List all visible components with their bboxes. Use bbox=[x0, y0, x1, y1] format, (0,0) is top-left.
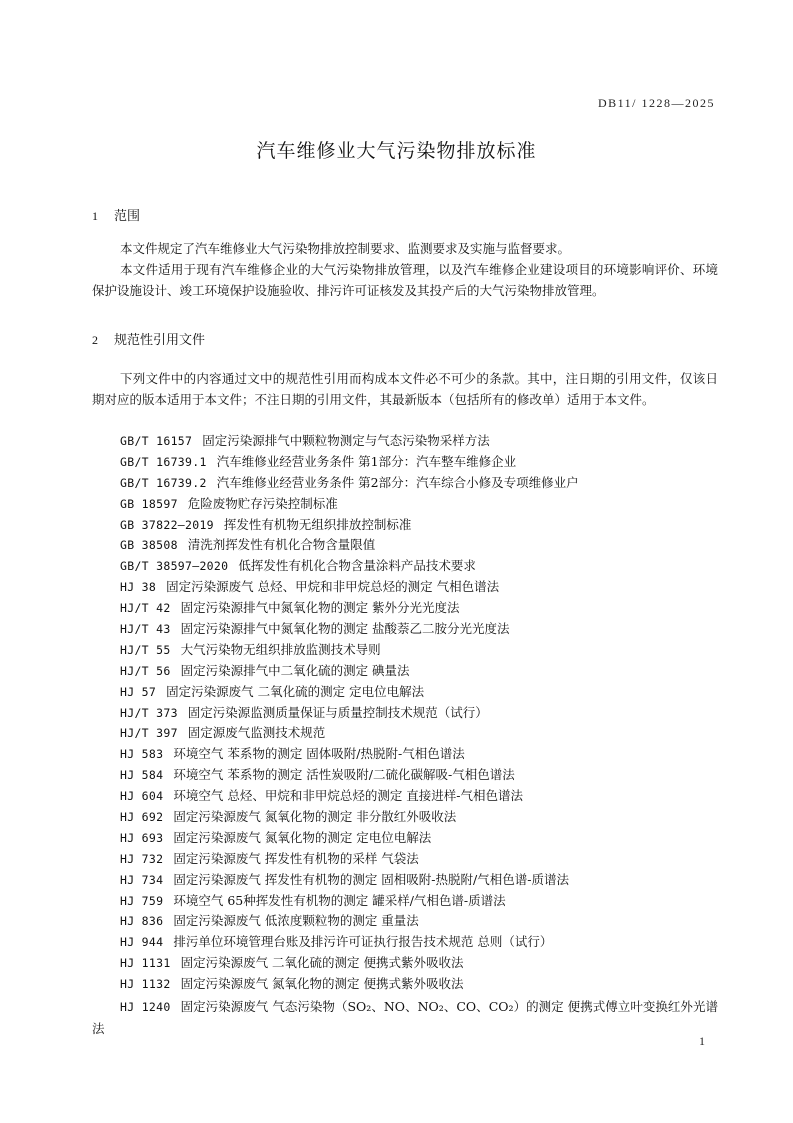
reference-code: HJ/T 56 bbox=[120, 663, 171, 678]
reference-name: 环境空气 总烃、甲烷和非甲烷总烃的测定 直接进样-气相色谱法 bbox=[173, 788, 524, 804]
reference-code: GB/T 16739.1 bbox=[120, 454, 207, 469]
reference-item bbox=[120, 535, 720, 556]
reference-code: HJ 1132 bbox=[120, 977, 171, 992]
reference-code: HJ 1131 bbox=[120, 956, 171, 971]
reference-code: HJ 836 bbox=[120, 914, 164, 929]
section-heading-scope bbox=[92, 205, 140, 224]
reference-name: 固定污染源废气 氮氧化物的测定 定电位电解法 bbox=[173, 829, 432, 845]
reference-item bbox=[120, 974, 720, 995]
reference-item bbox=[120, 577, 720, 598]
reference-code: HJ 584 bbox=[120, 768, 164, 783]
reference-item bbox=[120, 765, 720, 786]
reference-name: 环境空气 65种挥发性有机物的测定 罐采样/气相色谱-质谱法 bbox=[173, 892, 506, 908]
reference-item bbox=[120, 828, 720, 849]
reference-item bbox=[120, 932, 720, 953]
reference-item bbox=[120, 953, 720, 974]
reference-item bbox=[120, 494, 720, 515]
reference-code: GB 37822—2019 bbox=[120, 517, 214, 532]
reference-name: 环境空气 苯系物的测定 固体吸附/热脱附-气相色谱法 bbox=[173, 746, 465, 762]
section-number: 2 bbox=[92, 333, 98, 347]
reference-item bbox=[120, 619, 720, 640]
reference-code: HJ 38 bbox=[120, 580, 157, 595]
reference-item bbox=[120, 682, 720, 703]
reference-code: HJ 759 bbox=[120, 893, 164, 908]
reference-code: HJ/T 373 bbox=[120, 705, 178, 720]
reference-item-wrapped bbox=[92, 996, 718, 1039]
reference-name: 固定污染源废气 氮氧化物的测定 便携式紫外吸收法 bbox=[180, 976, 464, 992]
reference-item bbox=[120, 598, 720, 619]
reference-item bbox=[120, 431, 720, 452]
reference-code: HJ/T 42 bbox=[120, 601, 171, 616]
reference-name: 清洗剂挥发性有机化合物含量限值 bbox=[187, 537, 376, 553]
paragraph: 本文件适用于现有汽车维修企业的大气污染物排放管理，以及汽车维修企业建设项目的环境影响评价、环境保护设施设计、竣工环境保护设施验收、排污许可证核发及其投产后的大气污染物排放管理。 bbox=[92, 262, 718, 298]
reference-code: HJ/T 43 bbox=[120, 622, 171, 637]
section-heading-normative-references bbox=[92, 329, 205, 348]
reference-code: GB 18597 bbox=[120, 496, 178, 511]
reference-name: 汽车维修业经营业务条件 第1部分：汽车整车维修企业 bbox=[216, 453, 517, 469]
reference-name: 固定污染源废气 二氧化硫的测定 定电位电解法 bbox=[166, 683, 425, 699]
reference-code: GB 38508 bbox=[120, 538, 178, 553]
reference-code: HJ 57 bbox=[120, 684, 157, 699]
reference-item bbox=[120, 556, 720, 577]
section-number: 1 bbox=[92, 209, 98, 223]
reference-item bbox=[120, 723, 720, 744]
reference-code: HJ 692 bbox=[120, 810, 164, 825]
document-title: 汽车维修业大气污染物排放标准 bbox=[256, 140, 537, 162]
reference-name: 固定污染源废气 二氧化硫的测定 便携式紫外吸收法 bbox=[180, 955, 464, 971]
reference-name: 挥发性有机物无组织排放控制标准 bbox=[223, 516, 412, 532]
reference-code: HJ 604 bbox=[120, 789, 164, 804]
reference-item bbox=[120, 515, 720, 536]
reference-item bbox=[120, 807, 720, 828]
reference-name: 固定源废气监测技术规范 bbox=[187, 725, 326, 741]
reference-name: 危险废物贮存污染控制标准 bbox=[187, 495, 338, 511]
reference-code: GB/T 38597—2020 bbox=[120, 559, 229, 574]
reference-name: 固定污染源废气 挥发性有机物的测定 固相吸附-热脱附/气相色谱-质谱法 bbox=[173, 871, 569, 887]
reference-item bbox=[120, 452, 720, 473]
reference-item bbox=[120, 703, 720, 724]
reference-name: 排污单位环境管理台账及排污许可证执行报告技术规范 总则（试行） bbox=[173, 934, 553, 950]
reference-item bbox=[120, 661, 720, 682]
reference-item bbox=[120, 640, 720, 661]
reference-code: GB/T 16157 bbox=[120, 434, 193, 448]
reference-name: 大气污染物无组织排放监测技术导则 bbox=[180, 641, 381, 657]
reference-code: HJ 583 bbox=[120, 747, 164, 762]
reference-item bbox=[120, 891, 720, 912]
reference-item bbox=[120, 786, 720, 807]
reference-item bbox=[120, 911, 720, 932]
reference-name: 固定污染源排气中颗粒物测定与气态污染物采样方法 bbox=[202, 433, 490, 448]
reference-code: HJ 693 bbox=[120, 830, 164, 845]
page-number: 1 bbox=[699, 1034, 705, 1048]
reference-item bbox=[120, 849, 720, 870]
reference-name: 固定污染源监测质量保证与质量控制技术规范（试行） bbox=[187, 704, 488, 720]
reference-name: 汽车维修业经营业务条件 第2部分：汽车综合小修及专项维修业户 bbox=[216, 474, 579, 490]
reference-name: 固定污染源排气中氮氧化物的测定 盐酸萘乙二胺分光光度法 bbox=[180, 621, 510, 637]
section-title: 规范性引用文件 bbox=[114, 333, 206, 348]
reference-code: GB/T 16739.2 bbox=[120, 475, 207, 490]
reference-code: HJ 1240 bbox=[120, 1000, 171, 1014]
section-title: 范围 bbox=[114, 209, 141, 224]
reference-item bbox=[120, 870, 720, 891]
reference-name: 固定污染源废气 总烃、甲烷和非甲烷总烃的测定 气相色谱法 bbox=[166, 579, 500, 595]
reference-name: 固定污染源排气中二氧化硫的测定 碘量法 bbox=[180, 662, 410, 678]
paragraph: 本文件规定了汽车维修业大气污染物排放控制要求、监测要求及实施与监督要求。 bbox=[120, 241, 571, 256]
reference-code: HJ 944 bbox=[120, 935, 164, 950]
reference-code: HJ/T 55 bbox=[120, 642, 171, 657]
reference-name: 固定污染源废气 气态污染物（SO₂、NO、NO₂、CO、CO₂）的测定 便携式傅立叶变换红外光谱法 bbox=[92, 999, 718, 1036]
reference-name: 环境空气 苯系物的测定 活性炭吸附/二硫化碳解吸-气相色谱法 bbox=[173, 767, 515, 783]
reference-name: 低挥发性有机化合物含量涂料产品技术要求 bbox=[238, 558, 476, 574]
reference-name: 固定污染源废气 氮氧化物的测定 非分散红外吸收法 bbox=[173, 809, 457, 825]
reference-code: HJ 732 bbox=[120, 851, 164, 866]
reference-name: 固定污染源废气 挥发性有机物的采样 气袋法 bbox=[173, 850, 419, 866]
reference-name: 固定污染源废气 低浓度颗粒物的测定 重量法 bbox=[173, 913, 419, 929]
reference-name: 固定污染源排气中氮氧化物的测定 紫外分光光度法 bbox=[180, 600, 460, 616]
reference-code: HJ/T 397 bbox=[120, 726, 178, 741]
reference-item bbox=[120, 744, 720, 765]
reference-list bbox=[120, 431, 720, 995]
reference-code: HJ 734 bbox=[120, 872, 164, 887]
reference-item bbox=[120, 473, 720, 494]
paragraph: 下列文件中的内容通过文中的规范性引用而构成本文件必不可少的条款。其中，注日期的引用文件，仅该日期对应的版本适用于本文件；不注日期的引用文件，其最新版本（包括所有的修改单）适用于本文件。 bbox=[92, 371, 718, 407]
document-id: DB11/ 1228—2025 bbox=[597, 96, 715, 110]
